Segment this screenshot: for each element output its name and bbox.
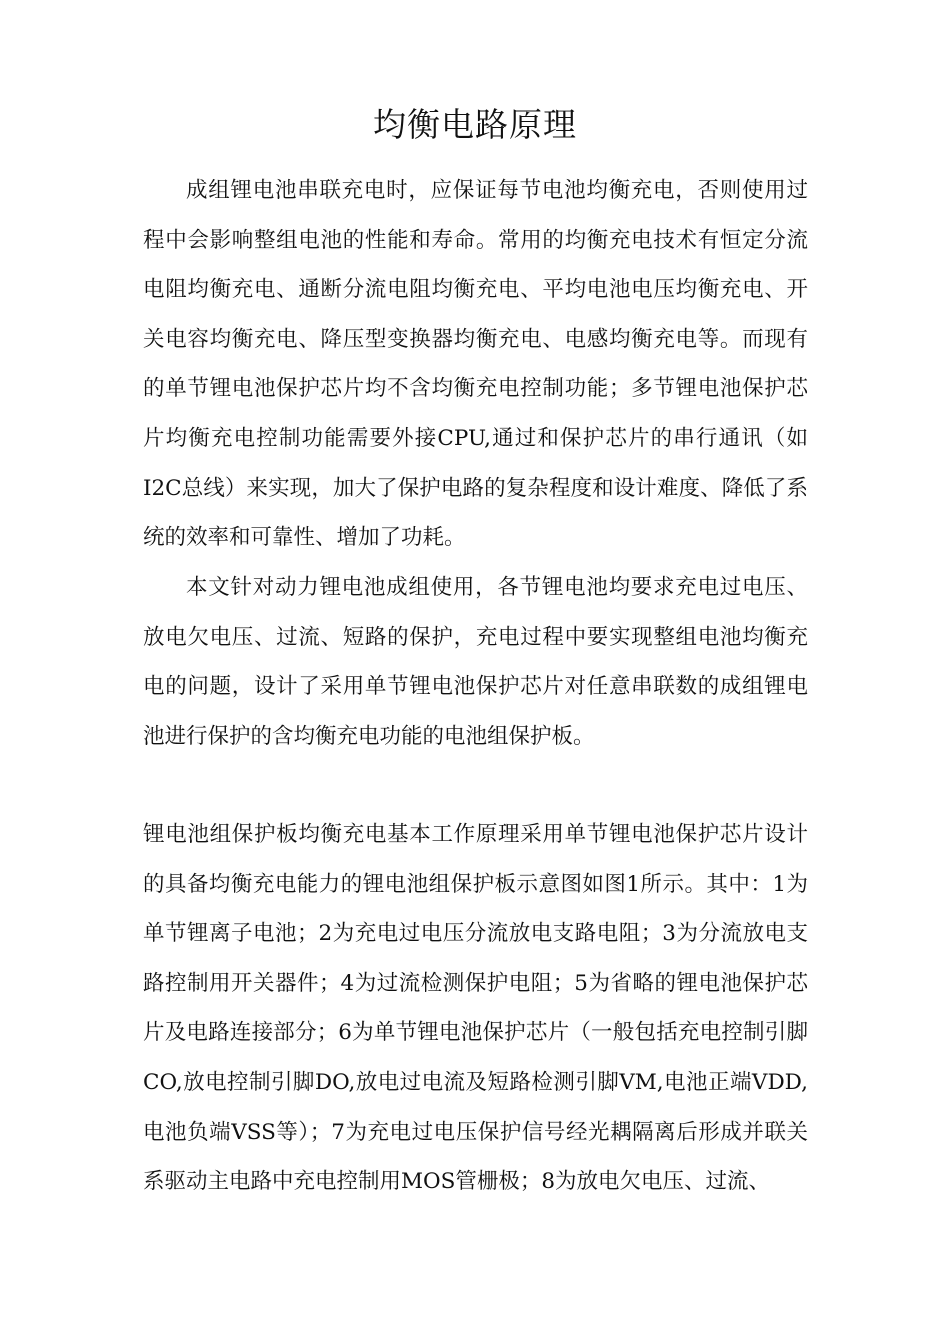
- document-title: 均衡电路原理: [373, 105, 577, 144]
- paragraph-design: 本文针对动力锂电池成组使用，各节锂电池均要求充电过电压、放电欠电压、过流、短路的保护，充电过程中要实现整组电池均衡充电的问题，设计了采用单节锂电池保护芯片对任意串联数的成组锂电池进行保护的含均衡充电功能的电池组保护板。: [143, 575, 808, 749]
- paragraph-principle: 锂电池组保护板均衡充电基本工作原理采用单节锂电池保护芯片设计的具备均衡充电能力的锂电池组保护板示意图如图1所示。其中：1为单节锂离子电池；2为充电过电压分流放电支路电阻；3为分流放电支路控制用开关器件；4为过流检测保护电阻；5为省略的锂电池保护芯片及电路连接部分；6为单节锂电池保护芯片（一般包括充电控制引脚CO,放电控制引脚DO,放电过电流及短路检测引脚VM,电池正端VDD,电池负端VSS等）；7为充电过电压保护信号经光耦隔离后形成并联关系驱动主电路中充电控制用MOS管栅极；8为放电欠电压、过流、: [143, 822, 808, 1195]
- paragraph-intro: 成组锂电池串联充电时，应保证每节电池均衡充电，否则使用过程中会影响整组电池的性能和寿命。常用的均衡充电技术有恒定分流电阻均衡充电、通断分流电阻均衡充电、平均电池电压均衡充电、开关电容均衡充电、降压型变换器均衡充电、电感均衡充电等。而现有的单节锂电池保护芯片均不含均衡充电控制功能；多节锂电池保护芯片均衡充电控制功能需要外接CPU,通过和保护芯片的串行通讯（如I2C总线）来实现，加大了保护电路的复杂程度和设计难度、降低了系统的效率和可靠性、增加了功耗。: [143, 178, 808, 551]
